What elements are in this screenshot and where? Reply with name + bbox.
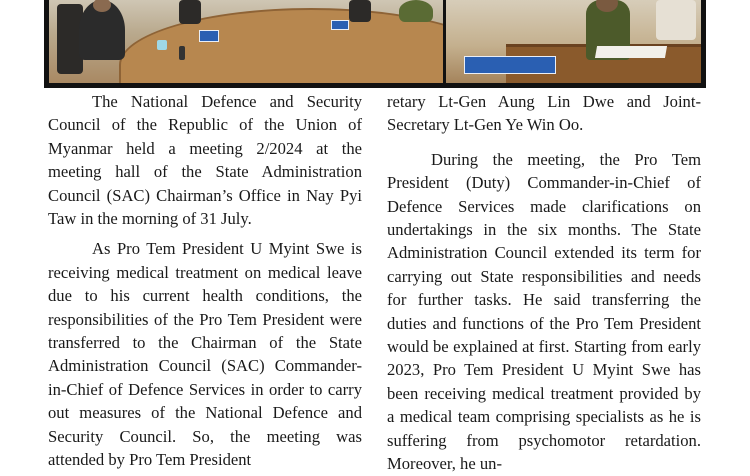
- paragraph: During the meeting, the Pro Tem President (Duty) Commander-in-Chief of Defence Services made clarifications on undertakings in the six months. The State Administration Council extended its term for carrying out State responsibilities and needs for further tasks. He said transferring the duties and functions of the Pro Tem President would be explained at first. Starting from early 2023, Pro Tem President U Myint Swe has been receiving medical treatment provided by a medical team comprising specialists as he is suffering from psychomotor retardation. Moreover, he un-: [387, 149, 701, 474]
- paragraph: retary Lt-Gen Aung Lin Dwe and Joint-Secretary Lt-Gen Ye Win Oo.: [387, 92, 701, 135]
- nameplate: [331, 20, 349, 30]
- paragraph: As Pro Tem President U Myint Swe is receiving medical treatment on medical leave due to his current health conditions, the responsibilities of the Pro Tem President were transferred to the Chairman of the State Administration Council (SAC) Commander-in-Chief of Defence Services in order to carry out measures of the National Defence and Security Council. So, the meeting was attended by Pro Tem President: [48, 239, 362, 470]
- article-right-column: [387, 90, 701, 476]
- document-papers: [595, 46, 667, 58]
- meeting-table-photo: [49, 0, 443, 83]
- conference-table: [119, 8, 443, 83]
- chair: [656, 0, 696, 40]
- attendee: [399, 0, 433, 22]
- paragraph: The National Defence and Security Council of the Republic of the Union of Myanmar held a meeting 2/2024 at the meeting hall of the State Administration Council (SAC) Chairman’s Office in Nay Pyi Taw in the morning of 31 July.: [48, 92, 362, 229]
- bottle: [179, 46, 185, 60]
- podium-nameplate: [464, 56, 556, 74]
- chair: [179, 0, 201, 24]
- cup: [157, 40, 167, 50]
- header-photo-strip: [44, 0, 706, 88]
- speaker-podium-photo: [446, 0, 701, 83]
- article-left-column: [48, 90, 362, 472]
- nameplate: [199, 30, 219, 42]
- chair: [349, 0, 371, 22]
